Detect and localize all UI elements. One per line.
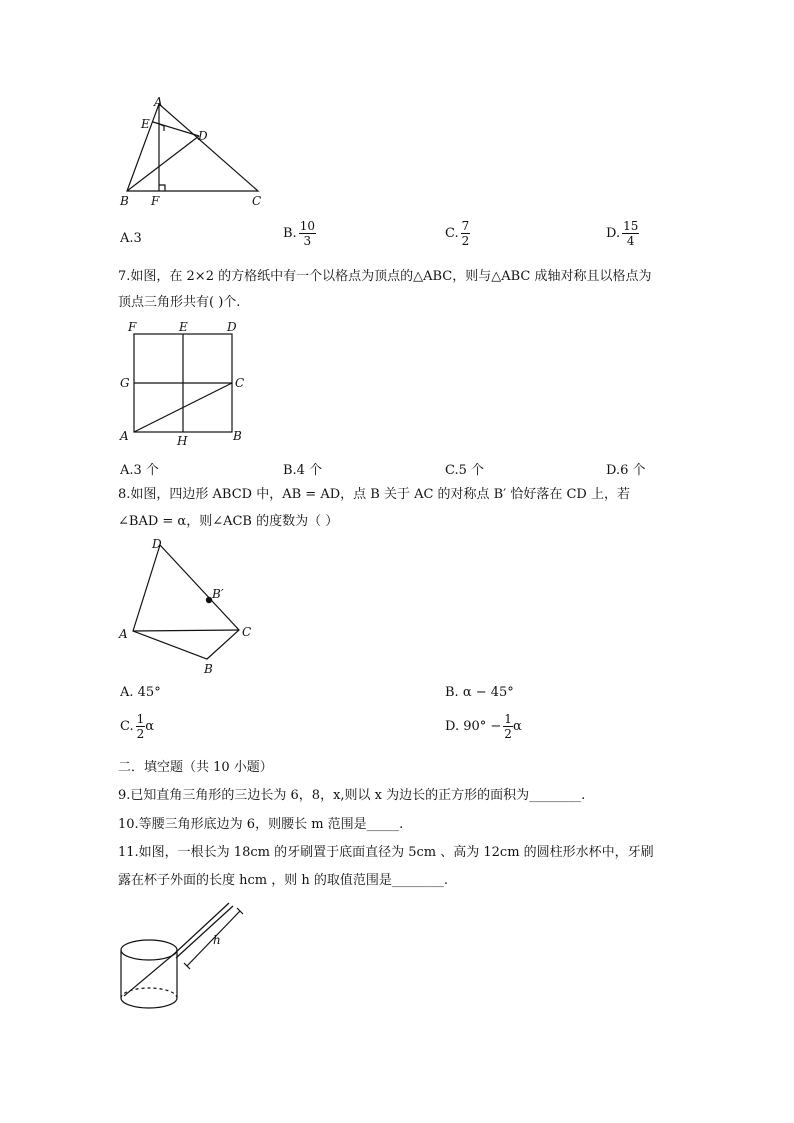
q8-option-a: A. 45° (120, 685, 161, 700)
q6-option-b: B. $\frac{10}{3}$ (283, 219, 315, 248)
q7-question-line2: 顶点三角形共有( )个. (118, 295, 241, 310)
q8-label-b-prime: B′ (212, 587, 224, 601)
q8-label-b: B (204, 662, 213, 676)
q11-cup-toothbrush-figure (112, 895, 252, 1015)
q7-label-d: D (227, 320, 237, 334)
q7-label-f: F (128, 320, 137, 334)
q6-label-f: F (151, 194, 160, 208)
q8-option-d: D. 90° − $\frac{1}{2}$ α (445, 712, 522, 741)
q6-triangle-figure (112, 92, 272, 212)
q8-question-line2: ∠BAD = α，则∠ACB 的度数为（ ） (118, 514, 339, 529)
section-title: 二．填空题（共 10 小题） (118, 760, 273, 775)
q6-label-c: C (252, 194, 262, 208)
q7-option-c: C.5 个 (445, 463, 485, 478)
q6-label-d: D (198, 129, 208, 143)
q6-option-d: D. $\frac{15}{4}$ (606, 219, 639, 248)
q7-label-b: B (233, 429, 242, 443)
q8-question-line1: 8.如图，四边形 ABCD 中，AB = AD，点 B 关于 AC 的对称点 B′ 恰好落在 CD 上，若 (118, 487, 630, 502)
q7-label-a: A (120, 429, 129, 443)
q10-question: 10.等腰三角形底边为 6，则腰长 m 范围是_____. (118, 817, 404, 832)
q9-question: 9.已知直角三角形的三边长为 6，8，x,则以 x 为边长的正方形的面积为________. (118, 788, 586, 803)
q8-option-b: B. α − 45° (445, 685, 514, 700)
q7-label-e: E (179, 320, 188, 334)
q7-label-c: C (235, 376, 245, 390)
q7-grid-figure (115, 316, 255, 450)
q6-option-c: C. $\frac{7}{2}$ (445, 219, 470, 248)
q11-question-line2: 露在杯子外面的长度 hcm ，则 h 的取值范围是________. (118, 873, 449, 888)
q6-label-a: A (154, 95, 163, 109)
q8-label-d: D (152, 537, 162, 551)
q7-option-a: A.3 个 (120, 463, 159, 478)
q8-option-c: C. $\frac{1}{2}$ α (120, 712, 155, 741)
q6-label-b: B (120, 194, 129, 208)
q7-question-line1: 7.如图，在 2×2 的方格纸中有一个以格点为顶点的△ABC，则与△ABC 成轴对称且以格点为 (118, 269, 652, 284)
q8-label-c: C (242, 625, 252, 639)
q6-option-a: A.3 (120, 231, 142, 246)
q8-quadrilateral-figure (113, 535, 263, 680)
q7-option-d: D.6 个 (606, 463, 646, 478)
q8-label-a: A (119, 627, 128, 641)
q6-label-e: E (141, 117, 150, 131)
q7-label-h: H (177, 434, 188, 448)
q7-label-g: G (120, 376, 130, 390)
q11-label-h: h (213, 933, 221, 947)
q7-option-b: B.4 个 (283, 463, 323, 478)
q11-question-line1: 11.如图，一根长为 18cm 的牙刷置于底面直径为 5cm 、高为 12cm 的圆柱形水杯中，牙刷 (118, 845, 654, 860)
